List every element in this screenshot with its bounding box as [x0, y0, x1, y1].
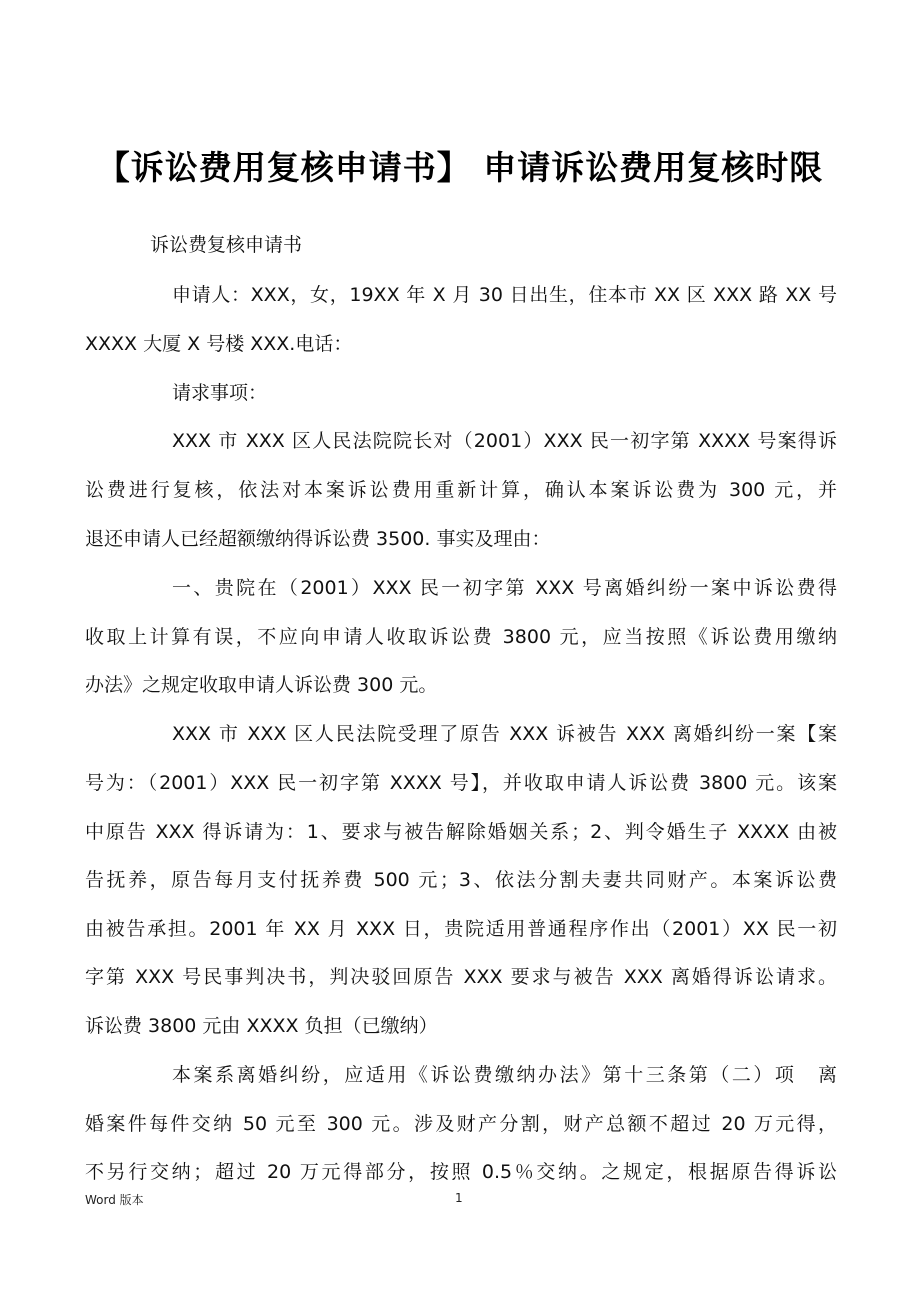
case-facts-line-3: 中原告 XXX 得诉请为：1、要求与被告解除婚姻关系；2、判令婚生子 XXXX 由被	[85, 821, 837, 843]
reason-1-line-2: 收取上计算有误，不应向申请人收取诉讼费 3800 元，应当按照《诉讼费用缴纳	[85, 626, 837, 648]
document-subtitle: 诉讼费复核申请书	[150, 234, 303, 256]
request-line-3: 退还申请人已经超额缴纳得诉讼费 3500. 事实及理由：	[85, 528, 551, 550]
page-number: 1	[455, 1191, 463, 1205]
reason-1-line-1: 一、贵院在（2001）XXX 民一初字第 XXX 号离婚纠纷一案中诉讼费得	[172, 577, 837, 599]
applicant-line-1: 申请人：XXX，女，19XX 年 X 月 30 日出生，住本市 XX 区 XXX 路 XX 号	[172, 284, 837, 306]
case-facts-line-1: XXX 市 XXX 区人民法院受理了原告 XXX 诉被告 XXX 离婚纠纷一案【案	[172, 723, 837, 745]
footer-version-label: Word 版本	[85, 1193, 144, 1207]
request-line-1: XXX 市 XXX 区人民法院院长对（2001）XXX 民一初字第 XXXX 号案得诉	[172, 430, 837, 452]
legal-basis-line-1: 本案系离婚纠纷，应适用《诉讼费缴纳办法》第十三条第（二）项 离	[172, 1064, 837, 1086]
case-facts-line-5: 由被告承担。2001 年 XX 月 XXX 日，贵院适用普通程序作出（2001）XX 民一初	[85, 918, 837, 940]
case-facts-line-4: 告抚养，原告每月支付抚养费 500 元；3、依法分割夫妻共同财产。本案诉讼费	[85, 869, 837, 891]
request-heading: 请求事项：	[172, 382, 268, 404]
request-line-2: 讼费进行复核，依法对本案诉讼费用重新计算，确认本案诉讼费为 300 元，并	[85, 479, 837, 501]
case-facts-line-7: 诉讼费 3800 元由 XXXX 负担（已缴纳）	[85, 1015, 438, 1037]
applicant-line-2: XXXX 大厦 X 号楼 XXX.电话：	[85, 333, 353, 355]
document-title: 【诉讼费用复核申请书】 申请诉讼费用复核时限	[96, 148, 824, 187]
case-facts-line-6: 字第 XXX 号民事判决书，判决驳回原告 XXX 要求与被告 XXX 离婚得诉讼请求。	[85, 966, 837, 988]
legal-basis-line-3: 不另行交纳；超过 20 万元得部分，按照 0.5％交纳。之规定，根据原告得诉讼	[85, 1161, 837, 1183]
case-facts-line-2: 号为：（2001）XXX 民一初字第 XXXX 号】，并收取申请人诉讼费 3800 元。该案	[85, 772, 837, 794]
legal-basis-line-2: 婚案件每件交纳 50 元至 300 元。涉及财产分割，财产总额不超过 20 万元得，	[85, 1113, 837, 1135]
reason-1-line-3: 办法》之规定收取申请人诉讼费 300 元。	[85, 674, 438, 696]
